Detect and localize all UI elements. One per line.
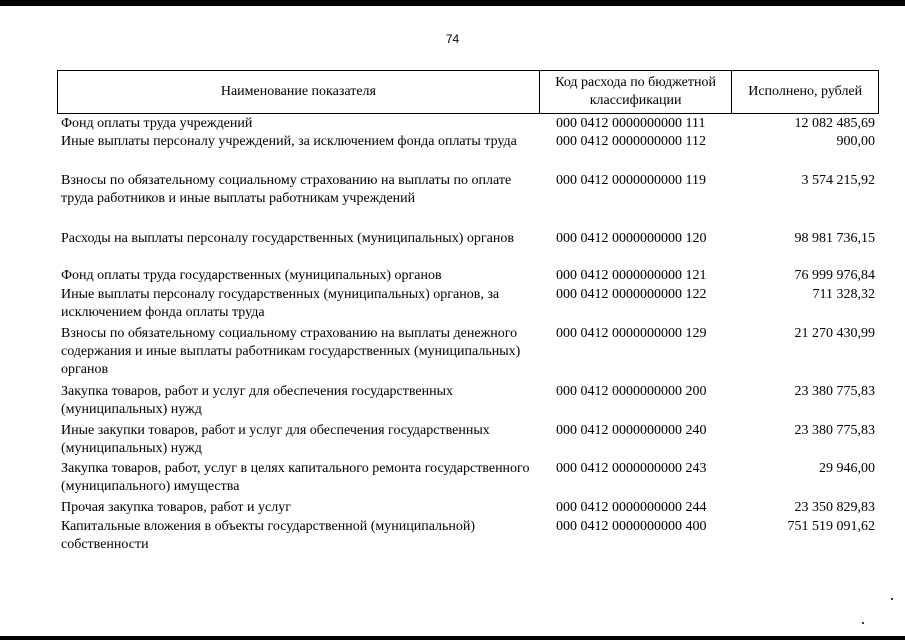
row-amount: 76 999 976,84 [794,268,875,283]
row-amount: 23 350 829,83 [794,500,875,515]
scan-speck [891,598,893,600]
row-amount: 98 981 736,15 [794,231,875,246]
row-amount: 3 574 215,92 [801,173,875,188]
table-header [57,70,879,114]
row-amount: 21 270 430,99 [794,326,875,341]
page-number: 74 [445,32,460,46]
row-name: Иные закупки товаров, работ и услуг для обеспечения государственных (муниципальных) нужд [61,423,490,456]
header-amount-column: Исполнено, рублей [748,84,863,99]
row-name: Закупка товаров, работ и услуг для обеспечения государственных (муниципальных) нужд [61,384,454,417]
row-name: Иные выплаты персоналу учреждений, за исключением фонда оплаты труда [61,134,517,149]
row-amount: 900,00 [836,134,875,149]
row-code: 000 0412 0000000000 112 [556,134,706,149]
row-amount: 23 380 775,83 [794,423,875,438]
row-name: Взносы по обязательному социальному страхованию на выплаты по оплате труда работников и иные выплаты работникам учреждений [61,173,512,206]
row-name: Фонд оплаты труда учреждений [61,116,253,131]
row-amount: 12 082 485,69 [794,116,875,131]
row-name: Капитальные вложения в объекты государственной (муниципальной) собственности [61,519,476,552]
row-name: Взносы по обязательному социальному страхованию на выплаты денежного содержания и иные выплаты работникам государственных (муниципальных) органов [61,326,521,377]
row-code: 000 0412 0000000000 200 [556,384,707,399]
row-code: 000 0412 0000000000 119 [556,173,706,188]
row-code: 000 0412 0000000000 400 [556,519,707,534]
row-name: Прочая закупка товаров, работ и услуг [61,500,291,515]
row-name: Иные выплаты персоналу государственных (муниципальных) органов, за исключением фонда оплаты труда [61,287,500,320]
row-code: 000 0412 0000000000 243 [556,461,707,476]
row-amount: 711 328,32 [812,287,875,302]
row-code: 000 0412 0000000000 121 [556,268,707,283]
row-code: 000 0412 0000000000 111 [556,116,706,131]
row-amount: 23 380 775,83 [794,384,875,399]
row-amount: 751 519 091,62 [787,519,875,534]
row-code: 000 0412 0000000000 240 [556,423,707,438]
header-name-column: Наименование показателя [58,71,540,113]
scan-speck [862,622,864,624]
top-border-rule [0,0,905,6]
row-code: 000 0412 0000000000 120 [556,231,707,246]
row-name: Расходы на выплаты персоналу государственных (муниципальных) органов [61,231,514,246]
row-code: 000 0412 0000000000 244 [556,500,707,515]
row-name: Фонд оплаты труда государственных (муниципальных) органов [61,268,442,283]
bottom-border-rule [0,636,905,640]
row-code: 000 0412 0000000000 129 [556,326,707,341]
row-amount: 29 946,00 [819,461,875,476]
row-name: Закупка товаров, работ, услуг в целях капитального ремонта государственного (муниципального) имущества [61,461,530,494]
header-code-column: Код расхода по бюджетной классификации [540,71,733,113]
row-code: 000 0412 0000000000 122 [556,287,707,302]
